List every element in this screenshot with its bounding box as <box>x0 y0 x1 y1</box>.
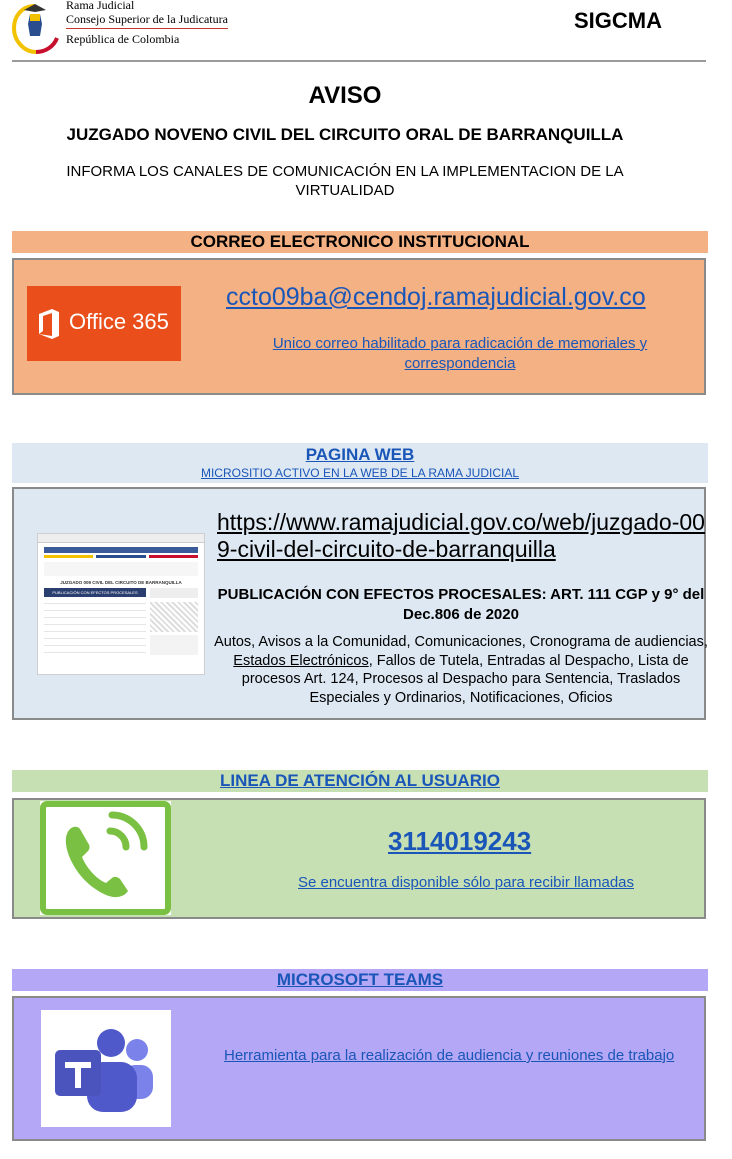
court-name: JUZGADO NOVENO CIVIL DEL CIRCUITO ORAL DE BARRANQUILLA <box>66 125 624 144</box>
office365-logo-icon <box>27 286 181 361</box>
colombia-coat-of-arms-icon <box>10 2 60 54</box>
website-url-text[interactable]: https://www.ramajudicial.gov.co/web/juzgado-009-civil-del-circuito-de-barranquilla <box>217 509 705 562</box>
thumb-panel-title: PUBLICACIÓN CON EFECTOS PROCESALES <box>44 588 146 597</box>
desc-estados-link[interactable]: Estados Electrónicos <box>233 652 369 669</box>
header-divider <box>12 60 706 62</box>
institution-line-3: República de Colombia <box>66 32 180 46</box>
page-title: AVISO <box>308 82 382 109</box>
email-section-heading: CORREO ELECTRONICO INSTITUCIONAL <box>12 231 708 253</box>
institution-line-2: Consejo Superior de la Judicatura <box>66 12 228 29</box>
institution-line-1: Rama Judicial <box>66 0 135 12</box>
desc-part-1: Autos, Avisos a la Comunidad, Comunicaciones, Cronograma de audiencias, <box>214 634 708 650</box>
web-section-heading <box>12 443 708 483</box>
email-link[interactable]: ccto09ba@cendoj.ramajudicial.gov.co <box>226 283 646 311</box>
phone-note-link[interactable]: Se encuentra disponible sólo para recibir llamadas <box>297 874 635 891</box>
web-heading-link[interactable]: PAGINA WEB <box>305 445 415 464</box>
website-screenshot-thumbnail <box>37 533 205 675</box>
phone-section-heading <box>12 770 708 792</box>
website-url-link[interactable] <box>217 509 709 563</box>
teams-note-link[interactable]: Herramienta para la realización de audiencia y reuniones de trabajo <box>224 1047 675 1064</box>
phone-number-link[interactable]: 3114019243 <box>388 826 532 856</box>
teams-section-heading <box>12 969 708 991</box>
phone-heading-link[interactable]: LINEA DE ATENCIÓN AL USUARIO <box>220 771 500 790</box>
office365-label: Office 365 <box>69 309 169 334</box>
system-label: SIGCMA <box>574 8 662 33</box>
publication-note: PUBLICACIÓN CON EFECTOS PROCESALES: ART. 111 CGP y 9° del Dec.806 de 2020 <box>217 586 705 623</box>
publication-contents <box>212 633 710 707</box>
phone-icon <box>40 801 171 915</box>
teams-logo-icon <box>41 1010 171 1127</box>
thumb-title: JUZGADO 009 CIVIL DEL CIRCUITO DE BARRANQUILLA <box>60 580 182 585</box>
office-glyph-icon <box>36 309 62 339</box>
page-subtitle: INFORMA LOS CANALES DE COMUNICACIÓN EN LA IMPLEMENTACION DE LA VIRTUALIDAD <box>66 163 624 199</box>
institution-name <box>66 0 228 46</box>
email-note-link[interactable]: Unico correo habilitado para radicación de memoriales y correspondencia <box>272 335 648 372</box>
desc-part-2: , Fallos de Tutela, Entradas al Despacho, Lista de procesos Art. 124, Procesos al Despacho para Sentencia, Traslados Especiales y Ordinarios, Notificaciones, Oficios <box>241 652 689 706</box>
web-subheading-link[interactable]: MICROSITIO ACTIVO EN LA WEB DE LA RAMA JUDICIAL <box>200 466 520 480</box>
teams-heading-link[interactable]: MICROSOFT TEAMS <box>276 970 444 989</box>
